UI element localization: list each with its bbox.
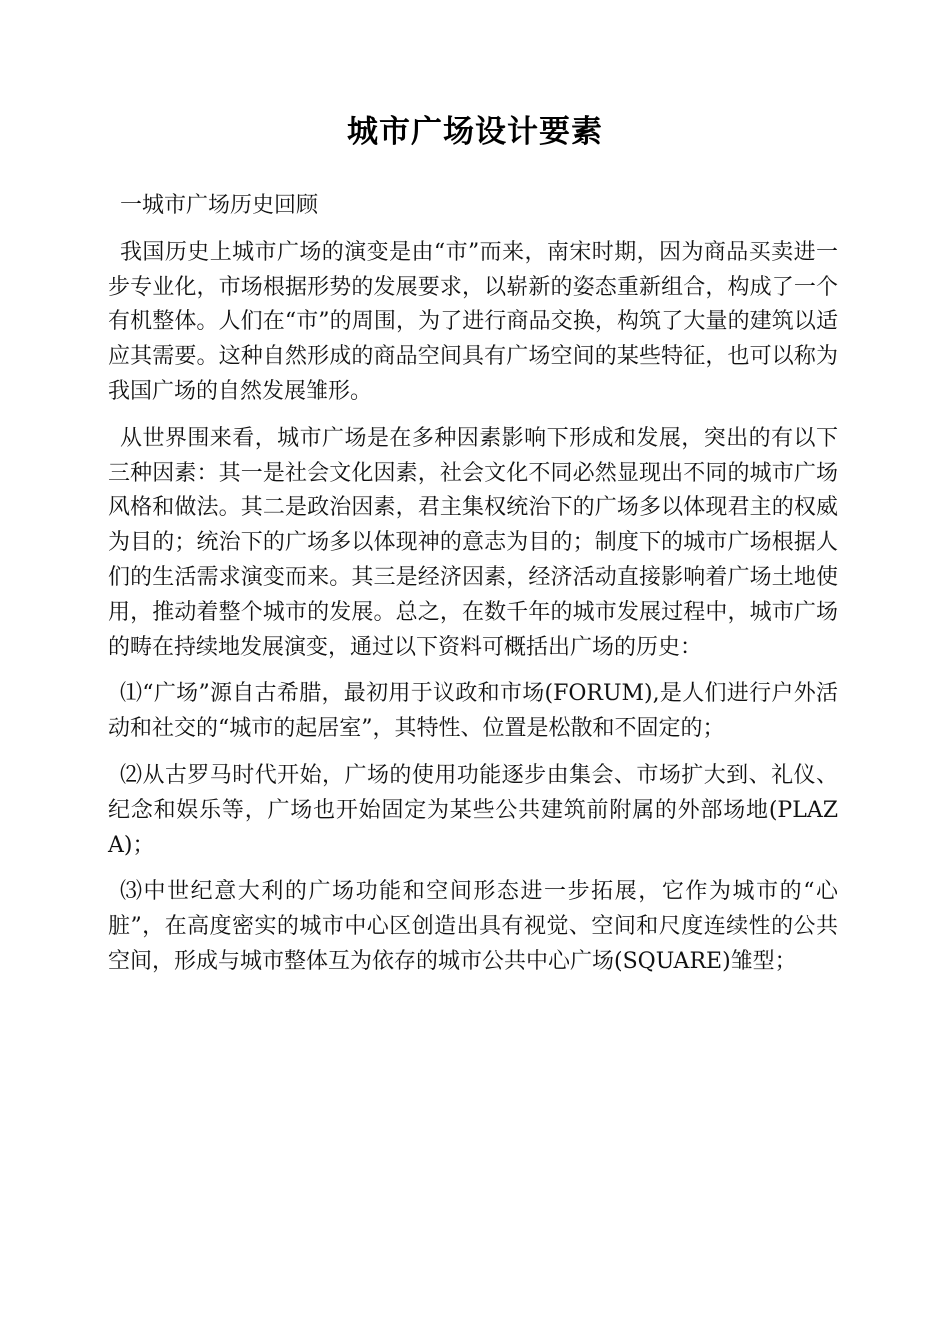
paragraph-world-factors: 从世界围来看，城市广场是在多种因素影响下形成和发展，突出的有以下三种因素：其一是社会文化因素，社会文化不同必然显现出不同的城市广场风格和做法。其二是政治因素，君主集权统治下的广场多以体现君主的权威为目的；统治下的广场多以体现神的意志为目的；制度下的城市广场根据人们的生活需求演变而来。其三是经济因素，经济活动直接影响着广场土地使用，推动着整个城市的发展。总之，在数千年的城市发展过程中，城市广场的畴在持续地发展演变，通过以下资料可概括出广场的历史： [108,425,838,660]
paragraph-history-item-3: ⑶中世纪意大利的广场功能和空间形态进一步拓展，它作为城市的“心脏”，在高度密实的城市中心区创造出具有视觉、空间和尺度连续性的公共空间，形成与城市整体互为依存的城市公共中心广场(SQUARE)雏型； [108,879,838,974]
document-title: 城市广场设计要素 [347,114,603,150]
paragraph-origin-china: 我国历史上城市广场的演变是由“市”而来，南宋时期，因为商品买卖进一步专业化，市场根据形势的发展要求，以崭新的姿态重新组合，构成了一个有机整体。人们在“市”的周围，为了进行商品交换，构筑了大量的建筑以适应其需要。这种自然形成的商品空间具有广场空间的某些特征，也可以称为我国广场的自然发展雏形。 [108,239,838,404]
paragraph-history-item-1: ⑴“广场”源自古希腊，最初用于议政和市场(FORUM),是人们进行户外活动和社交的“城市的起居室”，其特性、位置是松散和不固定的； [108,681,838,742]
paragraph-history-item-2: ⑵从古罗马时代开始，广场的使用功能逐步由集会、市场扩大到、礼仪、纪念和娱乐等，广场也开始固定为某些公共建筑前附属的外部场地(PLAZA)； [108,762,838,858]
section-heading: 一城市广场历史回顾 [120,193,319,218]
document-body [108,189,838,992]
